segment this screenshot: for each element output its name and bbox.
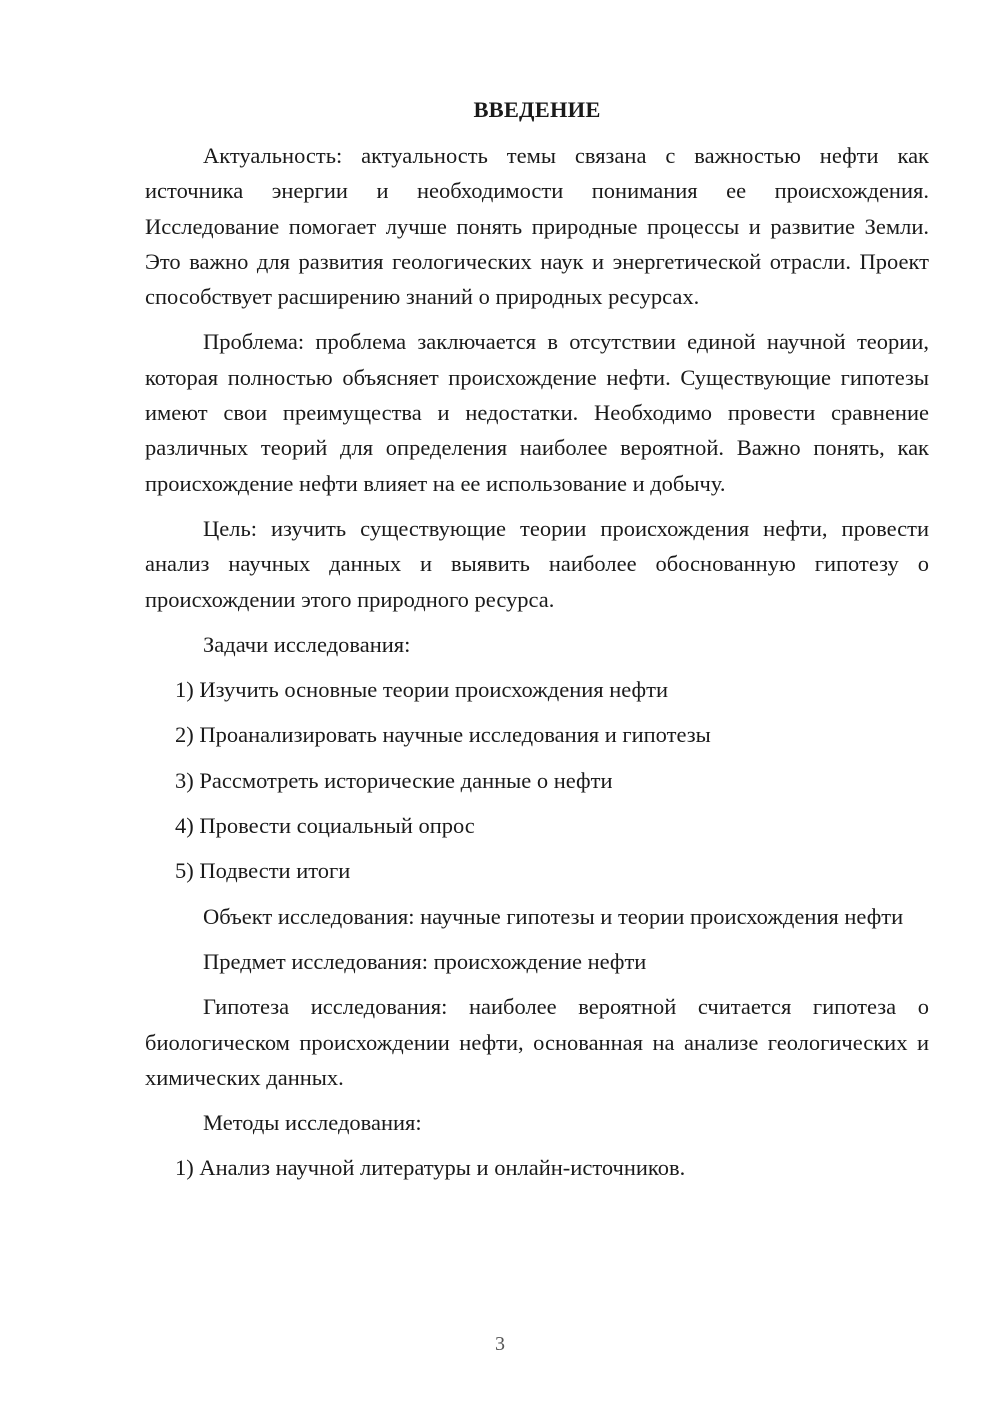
problem-paragraph: Проблема: проблема заключается в отсутствии единой научной теории, которая полностью объясняет происхождение нефти. Существующие гипотезы имеют свои преимущества и недостатки. Необходимо провести сравнение различных теорий для определения наиболее вероятной. Важно понять, как происхождение нефти влияет на ее использование и добычу.	[145, 329, 929, 496]
method-item: 1) Анализ научной литературы и онлайн-источников.	[175, 1155, 686, 1181]
page-number: 3	[495, 1333, 505, 1355]
relevance-paragraph: Актуальность: актуальность темы связана с важностью нефти как источника энергии и необходимости понимания ее происхождения. Исследование помогает лучше понять природные процессы и развитие Земли. Это важно для развития геологических наук и энергетической отрасли. Проект способствует расширению знаний о природных ресурсах.	[145, 143, 929, 310]
task-item: 5) Подвести итоги	[175, 858, 351, 884]
goal-paragraph: Цель: изучить существующие теории происхождения нефти, провести анализ научных данных и выявить наиболее обоснованную гипотезу о происхождении этого природного ресурса.	[145, 515, 929, 612]
task-item: 3) Рассмотреть исторические данные о нефти	[175, 767, 613, 793]
object-paragraph: Объект исследования: научные гипотезы и теории происхождения нефти	[203, 903, 904, 929]
subject-paragraph: Предмет исследования: происхождение нефти	[203, 948, 647, 974]
hypothesis-paragraph: Гипотеза исследования: наиболее вероятной считается гипотеза о биологическом происхождении нефти, основанная на анализе геологических и химических данных.	[145, 994, 929, 1090]
document-page	[145, 96, 929, 1196]
task-item: 1) Изучить основные теории происхождения нефти	[175, 677, 669, 703]
task-item: 4) Провести социальный опрос	[175, 813, 475, 839]
page-title: ВВЕДЕНИЕ	[473, 97, 601, 122]
task-item: 2) Проанализировать научные исследования и гипотезы	[175, 722, 711, 748]
methods-heading: Методы исследования:	[203, 1110, 422, 1136]
tasks-heading: Задачи исследования:	[203, 631, 411, 657]
